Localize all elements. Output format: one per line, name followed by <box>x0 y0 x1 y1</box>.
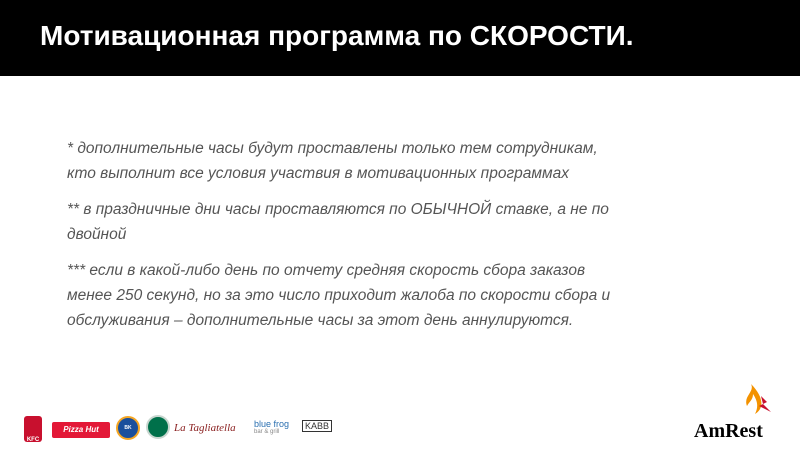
burgerking-logo: BK <box>116 416 140 440</box>
starbucks-logo <box>146 415 170 439</box>
notes-block <box>67 136 757 344</box>
kabb-logo: KABB <box>302 420 332 432</box>
kfc-logo <box>24 416 42 442</box>
note-line: двойной <box>67 226 127 243</box>
note-2 <box>67 197 757 247</box>
kfc-logo-text: KFC <box>26 437 40 443</box>
bluefrog-logo-sub: bar & grill <box>254 429 280 435</box>
bluefrog-logo <box>254 419 289 435</box>
note-line: кто выполнит все условия участвия в мотивационных программах <box>67 165 569 182</box>
note-3 <box>67 258 757 333</box>
latagliatella-logo: La Tagliatella <box>174 422 236 434</box>
note-1 <box>67 136 757 186</box>
amrest-logo-text: AmRest <box>694 420 763 442</box>
note-line: * дополнительные часы будут проставлены только тем сотрудникам, <box>67 140 598 157</box>
amrest-flame-icon <box>737 382 775 418</box>
title-bar <box>0 0 800 76</box>
note-line: обслуживания – дополнительные часы за этот день аннулируются. <box>67 312 574 329</box>
bluefrog-logo-text: blue frog <box>254 419 290 429</box>
note-line: менее 250 секунд, но за это число приходит жалоба по скорости сбора и <box>67 287 611 304</box>
note-line: *** если в какой-либо день по отчету средняя скорость сбора заказов <box>67 262 586 279</box>
pizzahut-logo: Pizza Hut <box>52 422 110 438</box>
page-title: Мотивационная программа по СКОРОСТИ. <box>40 20 634 51</box>
note-line: ** в праздничные дни часы проставляются по ОБЫЧНОЙ ставке, а не по <box>67 201 609 218</box>
